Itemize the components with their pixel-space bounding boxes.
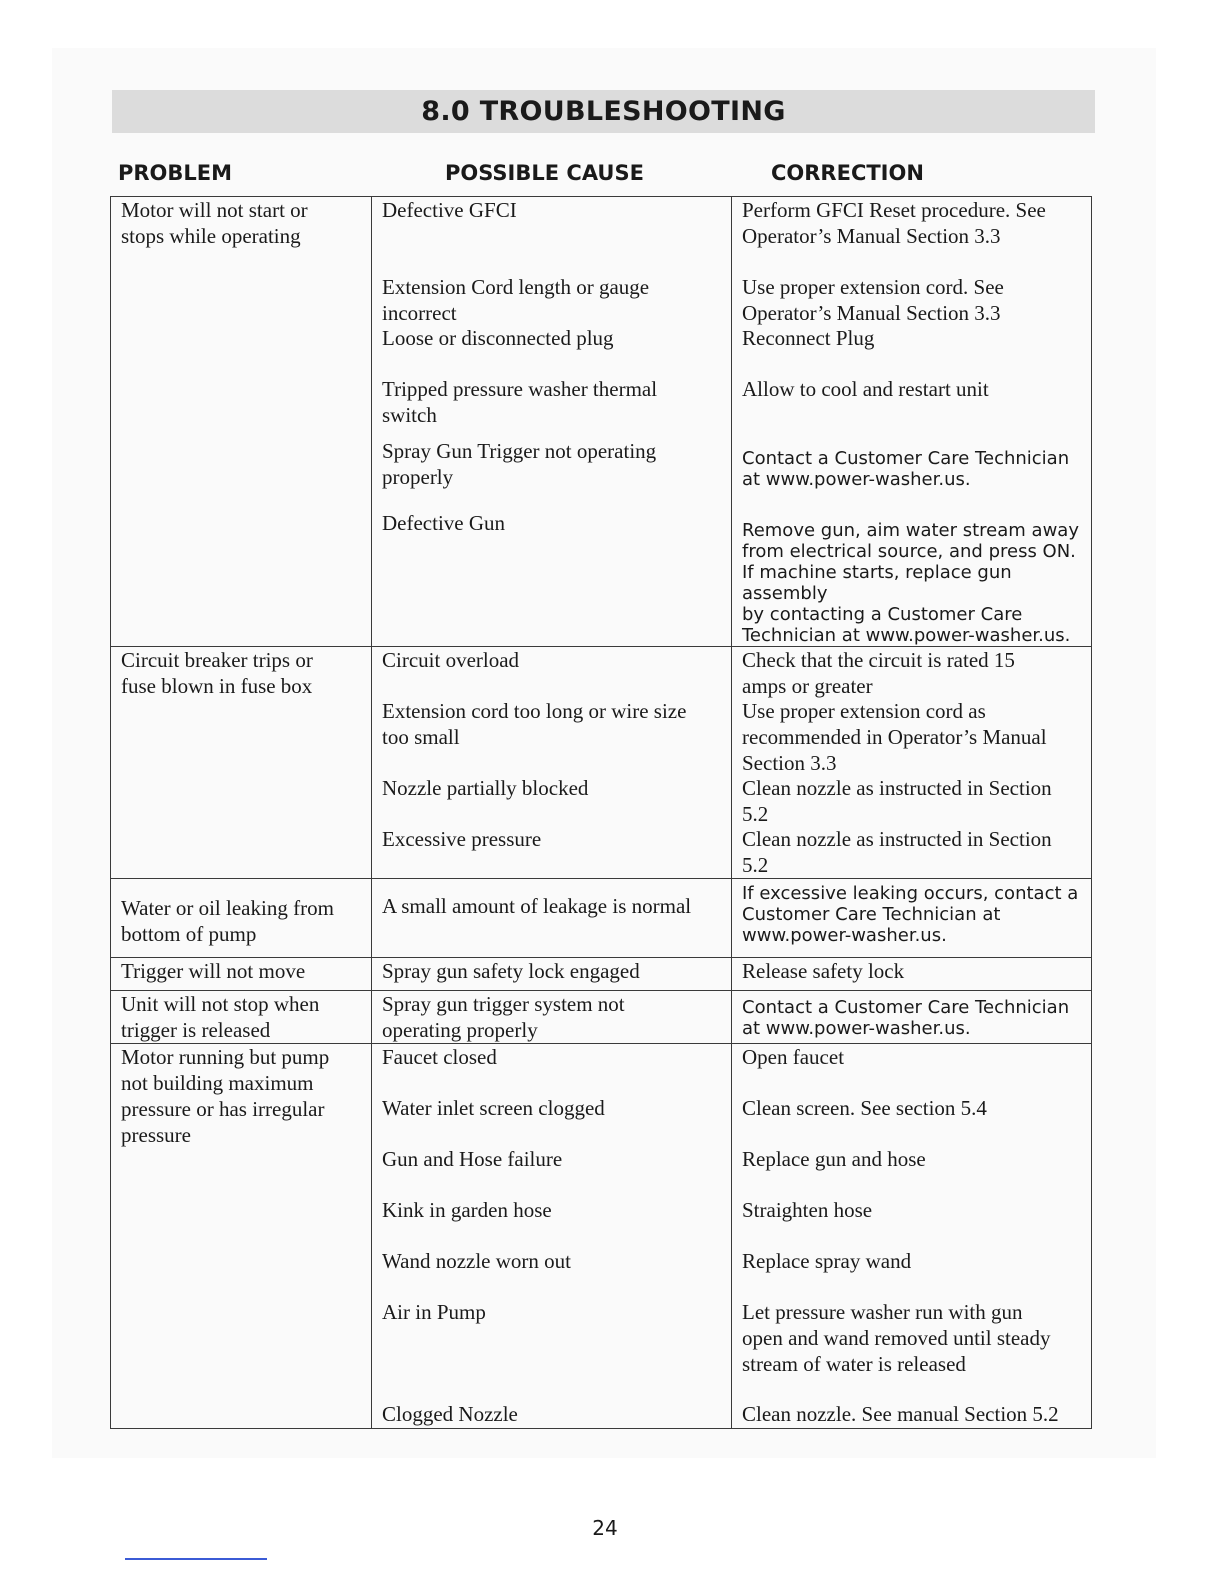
correction-item [742, 197, 1083, 274]
text-line: stream of water is released [742, 1352, 966, 1376]
header-problem: PROBLEM [118, 161, 233, 185]
troubleshooting-table [110, 196, 1092, 1429]
correction-cell [732, 197, 1092, 647]
correction-item [742, 1095, 1083, 1146]
cause-cell [372, 879, 732, 958]
text-line: Circuit breaker trips or [121, 648, 313, 672]
table-row [111, 991, 1092, 1044]
table-row [111, 647, 1092, 879]
cause-cell [372, 647, 732, 879]
text-line: Let pressure washer run with gun [742, 1300, 1023, 1324]
text-line: fuse blown in fuse box [121, 674, 313, 698]
cause-item [382, 879, 723, 957]
page-number: 24 [592, 1516, 618, 1540]
cause-item [382, 826, 723, 877]
table-row [111, 879, 1092, 958]
correction-item [742, 1197, 1083, 1248]
text-line: Clean nozzle as instructed in Section [742, 776, 1052, 800]
text-line: Wand nozzle worn out [382, 1249, 571, 1273]
text-line: too small [382, 725, 460, 749]
text-line: Excessive pressure [382, 827, 542, 851]
correction-item [742, 826, 1083, 877]
text-line: Section 3.3 [742, 751, 837, 775]
cause-item [382, 1248, 723, 1299]
correction-item [742, 775, 1083, 826]
text-line: Replace gun and hose [742, 1147, 926, 1171]
text-line: A small amount of leakage is normal [382, 894, 692, 918]
text-line: Replace spray wand [742, 1249, 912, 1273]
text-line: Reconnect Plug [742, 326, 875, 350]
problem-cell [111, 647, 372, 879]
correction-item [742, 1299, 1083, 1401]
text-line: Use proper extension cord as [742, 699, 986, 723]
cause-item [382, 1044, 723, 1095]
correction-item [742, 1146, 1083, 1197]
cause-item [382, 1095, 723, 1146]
text-line: Loose or disconnected plug [382, 326, 614, 350]
cause-item [382, 775, 723, 826]
text-line: Use proper extension cord. See [742, 275, 1004, 299]
text-line: Check that the circuit is rated 15 [742, 648, 1015, 672]
text-line: Customer Care Technician at [742, 904, 1001, 925]
cause-item [382, 698, 723, 775]
correction-item [742, 879, 1083, 957]
correction-cell [732, 879, 1092, 958]
text-line: Technician at www.power-washer.us. [742, 625, 1071, 646]
correction-cell [732, 991, 1092, 1044]
correction-item [742, 274, 1083, 325]
text-line: pressure or has irregular [121, 1097, 325, 1121]
cause-item [382, 274, 723, 325]
cause-cell [372, 1044, 732, 1429]
text-line: Motor running but pump [121, 1045, 330, 1069]
cause-cell [372, 197, 732, 647]
section-title-bar [112, 90, 1095, 133]
text-line: Motor will not start or [121, 198, 308, 222]
cause-cell [372, 991, 732, 1044]
cause-item [382, 958, 723, 990]
cause-item [382, 197, 723, 274]
text-line: by contacting a Customer Care [742, 604, 1023, 625]
text-line: Air in Pump [382, 1300, 486, 1324]
correction-item [742, 958, 1083, 990]
text-line: incorrect [382, 301, 457, 325]
text-line: Spray gun safety lock engaged [382, 959, 640, 983]
text-line: Defective Gun [382, 511, 506, 535]
text-line: Trigger will not move [121, 959, 306, 983]
header-correction: CORRECTION [771, 161, 924, 185]
text-line: Spray Gun Trigger not operating [382, 439, 657, 463]
correction-item [742, 647, 1083, 698]
correction-cell [732, 958, 1092, 991]
table-row [111, 197, 1092, 647]
text-line: Clogged Nozzle [382, 1402, 518, 1426]
text-line: Operator’s Manual Section 3.3 [742, 224, 1001, 248]
text-line: Extension Cord length or gauge [382, 275, 650, 299]
text-line: Contact a Customer Care Technician [742, 448, 1070, 469]
correction-cell [732, 647, 1092, 879]
text-line: from electrical source, and press ON. [742, 541, 1076, 562]
text-line: 5.2 [742, 853, 769, 877]
table-row [111, 958, 1092, 991]
text-line: Nozzle partially blocked [382, 776, 589, 800]
cause-item [382, 1299, 723, 1401]
section-title: 8.0 TROUBLESHOOTING [421, 96, 786, 127]
text-line: switch [382, 403, 437, 427]
cause-item [382, 325, 723, 376]
cause-item [382, 438, 723, 510]
text-line: Faucet closed [382, 1045, 497, 1069]
text-line: Release safety lock [742, 959, 905, 983]
text-line: operating properly [382, 1018, 538, 1042]
text-line: at www.power-washer.us. [742, 1018, 971, 1039]
text-line: If excessive leaking occurs, contact a [742, 883, 1079, 904]
problem-cell [111, 1044, 372, 1429]
correction-item [742, 698, 1083, 775]
text-line: Straighten hose [742, 1198, 873, 1222]
text-line: Clean nozzle. See manual Section 5.2 [742, 1402, 1059, 1426]
text-line: 5.2 [742, 802, 769, 826]
table-row [111, 1044, 1092, 1429]
correction-item [742, 1401, 1083, 1427]
text-line: properly [382, 465, 454, 489]
text-line: Operator’s Manual Section 3.3 [742, 301, 1001, 325]
text-line: not building maximum [121, 1071, 314, 1095]
problem-cell [111, 991, 372, 1044]
text-line: Clean screen. See section 5.4 [742, 1096, 987, 1120]
problem-cell [111, 958, 372, 991]
header-possible-cause: POSSIBLE CAUSE [445, 161, 644, 185]
text-line: at www.power-washer.us. [742, 469, 971, 490]
cause-item [382, 991, 723, 1043]
text-line: Clean nozzle as instructed in Section [742, 827, 1052, 851]
text-line: Remove gun, aim water stream away [742, 520, 1079, 541]
correction-item [742, 1248, 1083, 1299]
text-line: Tripped pressure washer thermal [382, 377, 658, 401]
text-line: Circuit overload [382, 648, 520, 672]
text-line: Contact a Customer Care Technician [742, 997, 1070, 1018]
cause-item [382, 1401, 723, 1427]
correction-cell [732, 1044, 1092, 1429]
problem-cell [111, 879, 372, 958]
problem-cell [111, 197, 372, 647]
cause-cell [372, 958, 732, 991]
text-line: Gun and Hose failure [382, 1147, 563, 1171]
text-line: Defective GFCI [382, 198, 517, 222]
text-line: Allow to cool and restart unit [742, 377, 989, 401]
correction-item [742, 1044, 1083, 1095]
correction-item [742, 325, 1083, 376]
correction-item [742, 510, 1083, 646]
text-line: recommended in Operator’s Manual [742, 725, 1047, 749]
text-line: open and wand removed until steady [742, 1326, 1051, 1350]
cause-item [382, 1197, 723, 1248]
cause-item [382, 1146, 723, 1197]
text-line: Water inlet screen clogged [382, 1096, 605, 1120]
correction-item [742, 438, 1083, 510]
footer-link-underline [125, 1558, 267, 1560]
text-line: Extension cord too long or wire size [382, 699, 687, 723]
correction-item [742, 991, 1083, 1043]
text-line: Perform GFCI Reset procedure. See [742, 198, 1046, 222]
cause-item [382, 647, 723, 698]
cause-item [382, 376, 723, 438]
text-line: trigger is released [121, 1018, 271, 1042]
text-line: Spray gun trigger system not [382, 992, 625, 1016]
text-line: www.power-washer.us. [742, 925, 947, 946]
text-line: pressure [121, 1123, 191, 1147]
text-line: Water or oil leaking from [121, 896, 334, 920]
correction-item [742, 376, 1083, 438]
cause-item [382, 510, 723, 617]
text-line: Kink in garden hose [382, 1198, 552, 1222]
text-line: Unit will not stop when [121, 992, 320, 1016]
text-line: bottom of pump [121, 922, 257, 946]
text-line: amps or greater [742, 674, 873, 698]
text-line: If machine starts, replace gun assembly [742, 562, 1012, 604]
text-line: stops while operating [121, 224, 301, 248]
text-line: Open faucet [742, 1045, 845, 1069]
